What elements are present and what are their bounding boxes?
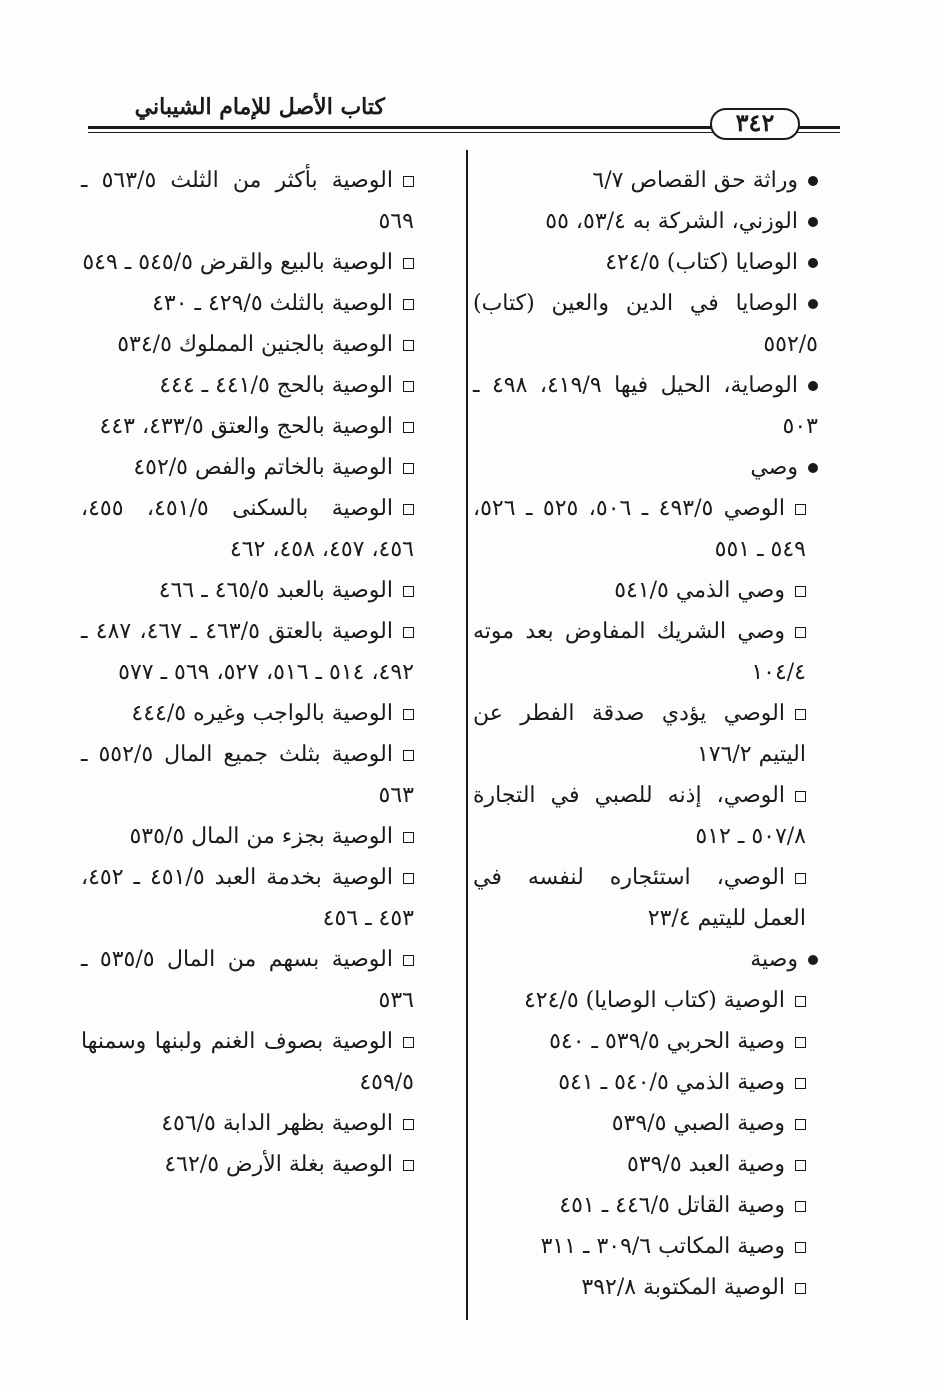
square-bullet-icon (403, 750, 414, 761)
index-subentry (81, 816, 426, 857)
entry-text: الوصية المكتوبة ٣٩٢/٨ (581, 1275, 785, 1300)
index-subentry (473, 1185, 818, 1226)
square-bullet-icon (403, 955, 414, 966)
index-subentry (81, 447, 426, 488)
index-subentry (473, 611, 818, 693)
entry-text: الوصية (كتاب الوصايا) ٤٢٤/٥ (523, 988, 785, 1013)
index-subentry (473, 857, 818, 939)
book-title: كتاب الأصل للإمام الشيباني (134, 94, 385, 120)
square-bullet-icon (795, 1078, 806, 1089)
entry-text: الوصي، استئجاره لنفسه في العمل لليتيم ٢٣/٤ (473, 865, 806, 931)
square-bullet-icon (795, 1119, 806, 1130)
square-bullet-icon (403, 627, 414, 638)
index-subentry (81, 324, 426, 365)
entry-text: الوصايا في الدين والعين (كتاب) ٥٥٢/٥ (473, 291, 818, 357)
entry-text: الوصية بغلة الأرض ٤٦٢/٥ (164, 1152, 393, 1177)
entry-text: وصي الشريك المفاوض بعد موته ١٠٤/٤ (473, 619, 806, 685)
square-bullet-icon (403, 258, 414, 269)
entry-text: الوصية بالخاتم والفص ٤٥٢/٥ (133, 455, 393, 480)
page-header (88, 88, 840, 144)
entry-text: الوصية بأكثر من الثلث ٥٦٣/٥ ـ ٥٦٩ (81, 168, 414, 234)
index-column-right (473, 160, 818, 1308)
entry-text: وصي (750, 455, 798, 480)
square-bullet-icon (795, 504, 806, 515)
index-heading (473, 447, 818, 488)
square-bullet-icon (403, 873, 414, 884)
square-bullet-icon (795, 1037, 806, 1048)
index-subentry (81, 1103, 426, 1144)
index-subentry (473, 1103, 818, 1144)
index-heading (473, 365, 818, 447)
entry-text: الوصايا (كتاب) ٤٢٤/٥ (605, 250, 798, 275)
index-subentry (473, 488, 818, 570)
entry-text: الوصية بجزء من المال ٥٣٥/٥ (129, 824, 393, 849)
index-subentry (81, 857, 426, 939)
entry-text: الوصية بالسكنى ٤٥١/٥، ٤٥٥، ٤٥٦، ٤٥٧، ٤٥٨، ٤٦٢ (81, 496, 414, 562)
index-subentry (81, 406, 426, 447)
index-heading (473, 160, 818, 201)
entry-text: وصية المكاتب ٣٠٩/٦ ـ ٣١١ (540, 1234, 785, 1259)
index-subentry (473, 1144, 818, 1185)
entry-text: وصية (750, 947, 798, 972)
entry-text: الوصي ٤٩٣/٥ ـ ٥٠٦، ٥٢٥ ـ ٥٢٦، ٥٤٩ ـ ٥٥١ (473, 496, 806, 562)
entry-text: الوصية بالبيع والقرض ٥٤٥/٥ ـ ٥٤٩ (82, 250, 393, 275)
square-bullet-icon (795, 586, 806, 597)
index-heading (473, 201, 818, 242)
square-bullet-icon (795, 873, 806, 884)
entry-text: وصية القاتل ٤٤٦/٥ ـ ٤٥١ (559, 1193, 785, 1218)
entry-text: وصي الذمي ٥٤١/٥ (614, 578, 785, 603)
index-heading (473, 242, 818, 283)
index-subentry (81, 611, 426, 693)
square-bullet-icon (403, 422, 414, 433)
square-bullet-icon (403, 586, 414, 597)
bullet-icon (808, 955, 818, 965)
bullet-icon (808, 381, 818, 391)
entry-text: الوزني، الشركة به ٥٣/٤، ٥٥ (545, 209, 798, 234)
square-bullet-icon (795, 1201, 806, 1212)
index-subentry (81, 693, 426, 734)
index-subentry (473, 1267, 818, 1308)
square-bullet-icon (403, 709, 414, 720)
index-subentry (81, 160, 426, 242)
entry-text: الوصي، إذنه للصبي في التجارة ٥٠٧/٨ ـ ٥١٢ (473, 783, 806, 849)
index-subentry (81, 939, 426, 1021)
entry-text: الوصية بثلث جميع المال ٥٥٢/٥ ـ ٥٦٣ (81, 742, 414, 808)
index-subentry (473, 1226, 818, 1267)
entry-text: وصية الصبي ٥٣٩/٥ (611, 1111, 785, 1136)
index-subentry (473, 1062, 818, 1103)
bullet-icon (808, 217, 818, 227)
square-bullet-icon (795, 627, 806, 638)
square-bullet-icon (403, 176, 414, 187)
square-bullet-icon (795, 996, 806, 1007)
entry-text: وصية العبد ٥٣٩/٥ (626, 1152, 785, 1177)
index-subentry (473, 775, 818, 857)
entry-text: الوصية بالجنين المملوك ٥٣٤/٥ (117, 332, 393, 357)
entry-text: الوصي يؤدي صدقة الفطر عن اليتيم ١٧٦/٢ (473, 701, 806, 767)
index-subentry (81, 283, 426, 324)
square-bullet-icon (403, 381, 414, 392)
bullet-icon (808, 258, 818, 268)
square-bullet-icon (795, 791, 806, 802)
index-heading (473, 283, 818, 365)
index-subentry (81, 1144, 426, 1185)
bullet-icon (808, 299, 818, 309)
index-subentry (81, 734, 426, 816)
square-bullet-icon (403, 340, 414, 351)
square-bullet-icon (403, 1037, 414, 1048)
entry-text: الوصية بالعبد ٤٦٥/٥ ـ ٤٦٦ (158, 578, 393, 603)
index-subentry (81, 365, 426, 406)
square-bullet-icon (795, 709, 806, 720)
index-subentry (81, 570, 426, 611)
square-bullet-icon (403, 1119, 414, 1130)
index-subentry (473, 980, 818, 1021)
index-column-left (81, 160, 426, 1185)
entry-text: الوصية بالحج والعتق ٤٣٣/٥، ٤٤٣ (99, 414, 393, 439)
entry-text: الوصية بخدمة العبد ٤٥١/٥ ـ ٤٥٢، ٤٥٣ ـ ٤٥٦ (81, 865, 414, 931)
entry-text: الوصية بالثلث ٤٢٩/٥ ـ ٤٣٠ (152, 291, 393, 316)
entry-text: وراثة حق القصاص ٦/٧ (592, 168, 798, 193)
index-subentry (473, 570, 818, 611)
square-bullet-icon (403, 504, 414, 515)
index-heading (473, 939, 818, 980)
square-bullet-icon (403, 1160, 414, 1171)
entry-text: الوصية بظهر الدابة ٤٥٦/٥ (161, 1111, 393, 1136)
entry-text: الوصاية، الحيل فيها ٤١٩/٩، ٤٩٨ ـ ٥٠٣ (473, 373, 818, 439)
index-subentry (81, 242, 426, 283)
entry-text: الوصية بالحج ٤٤١/٥ ـ ٤٤٤ (159, 373, 393, 398)
entry-text: وصية الذمي ٥٤٠/٥ ـ ٥٤١ (558, 1070, 785, 1095)
square-bullet-icon (403, 832, 414, 843)
index-subentry (81, 488, 426, 570)
column-divider (466, 150, 468, 1320)
square-bullet-icon (795, 1242, 806, 1253)
entry-text: وصية الحربي ٥٣٩/٥ ـ ٥٤٠ (549, 1029, 785, 1054)
square-bullet-icon (795, 1283, 806, 1294)
bullet-icon (808, 176, 818, 186)
index-subentry (81, 1021, 426, 1103)
square-bullet-icon (403, 463, 414, 474)
square-bullet-icon (403, 299, 414, 310)
square-bullet-icon (795, 1160, 806, 1171)
page-number: ٣٤٢ (710, 108, 800, 140)
entry-text: الوصية بسهم من المال ٥٣٥/٥ ـ ٥٣٦ (81, 947, 414, 1013)
index-subentry (473, 1021, 818, 1062)
index-subentry (473, 693, 818, 775)
entry-text: الوصية بالعتق ٤٦٣/٥ ـ ٤٦٧، ٤٨٧ ـ ٤٩٢، ٥١٤ ـ ٥١٦، ٥٢٧، ٥٦٩ ـ ٥٧٧ (81, 619, 414, 685)
bullet-icon (808, 463, 818, 473)
entry-text: الوصية بصوف الغنم ولبنها وسمنها ٤٥٩/٥ (81, 1029, 414, 1095)
entry-text: الوصية بالواجب وغيره ٤٤٤/٥ (131, 701, 393, 726)
